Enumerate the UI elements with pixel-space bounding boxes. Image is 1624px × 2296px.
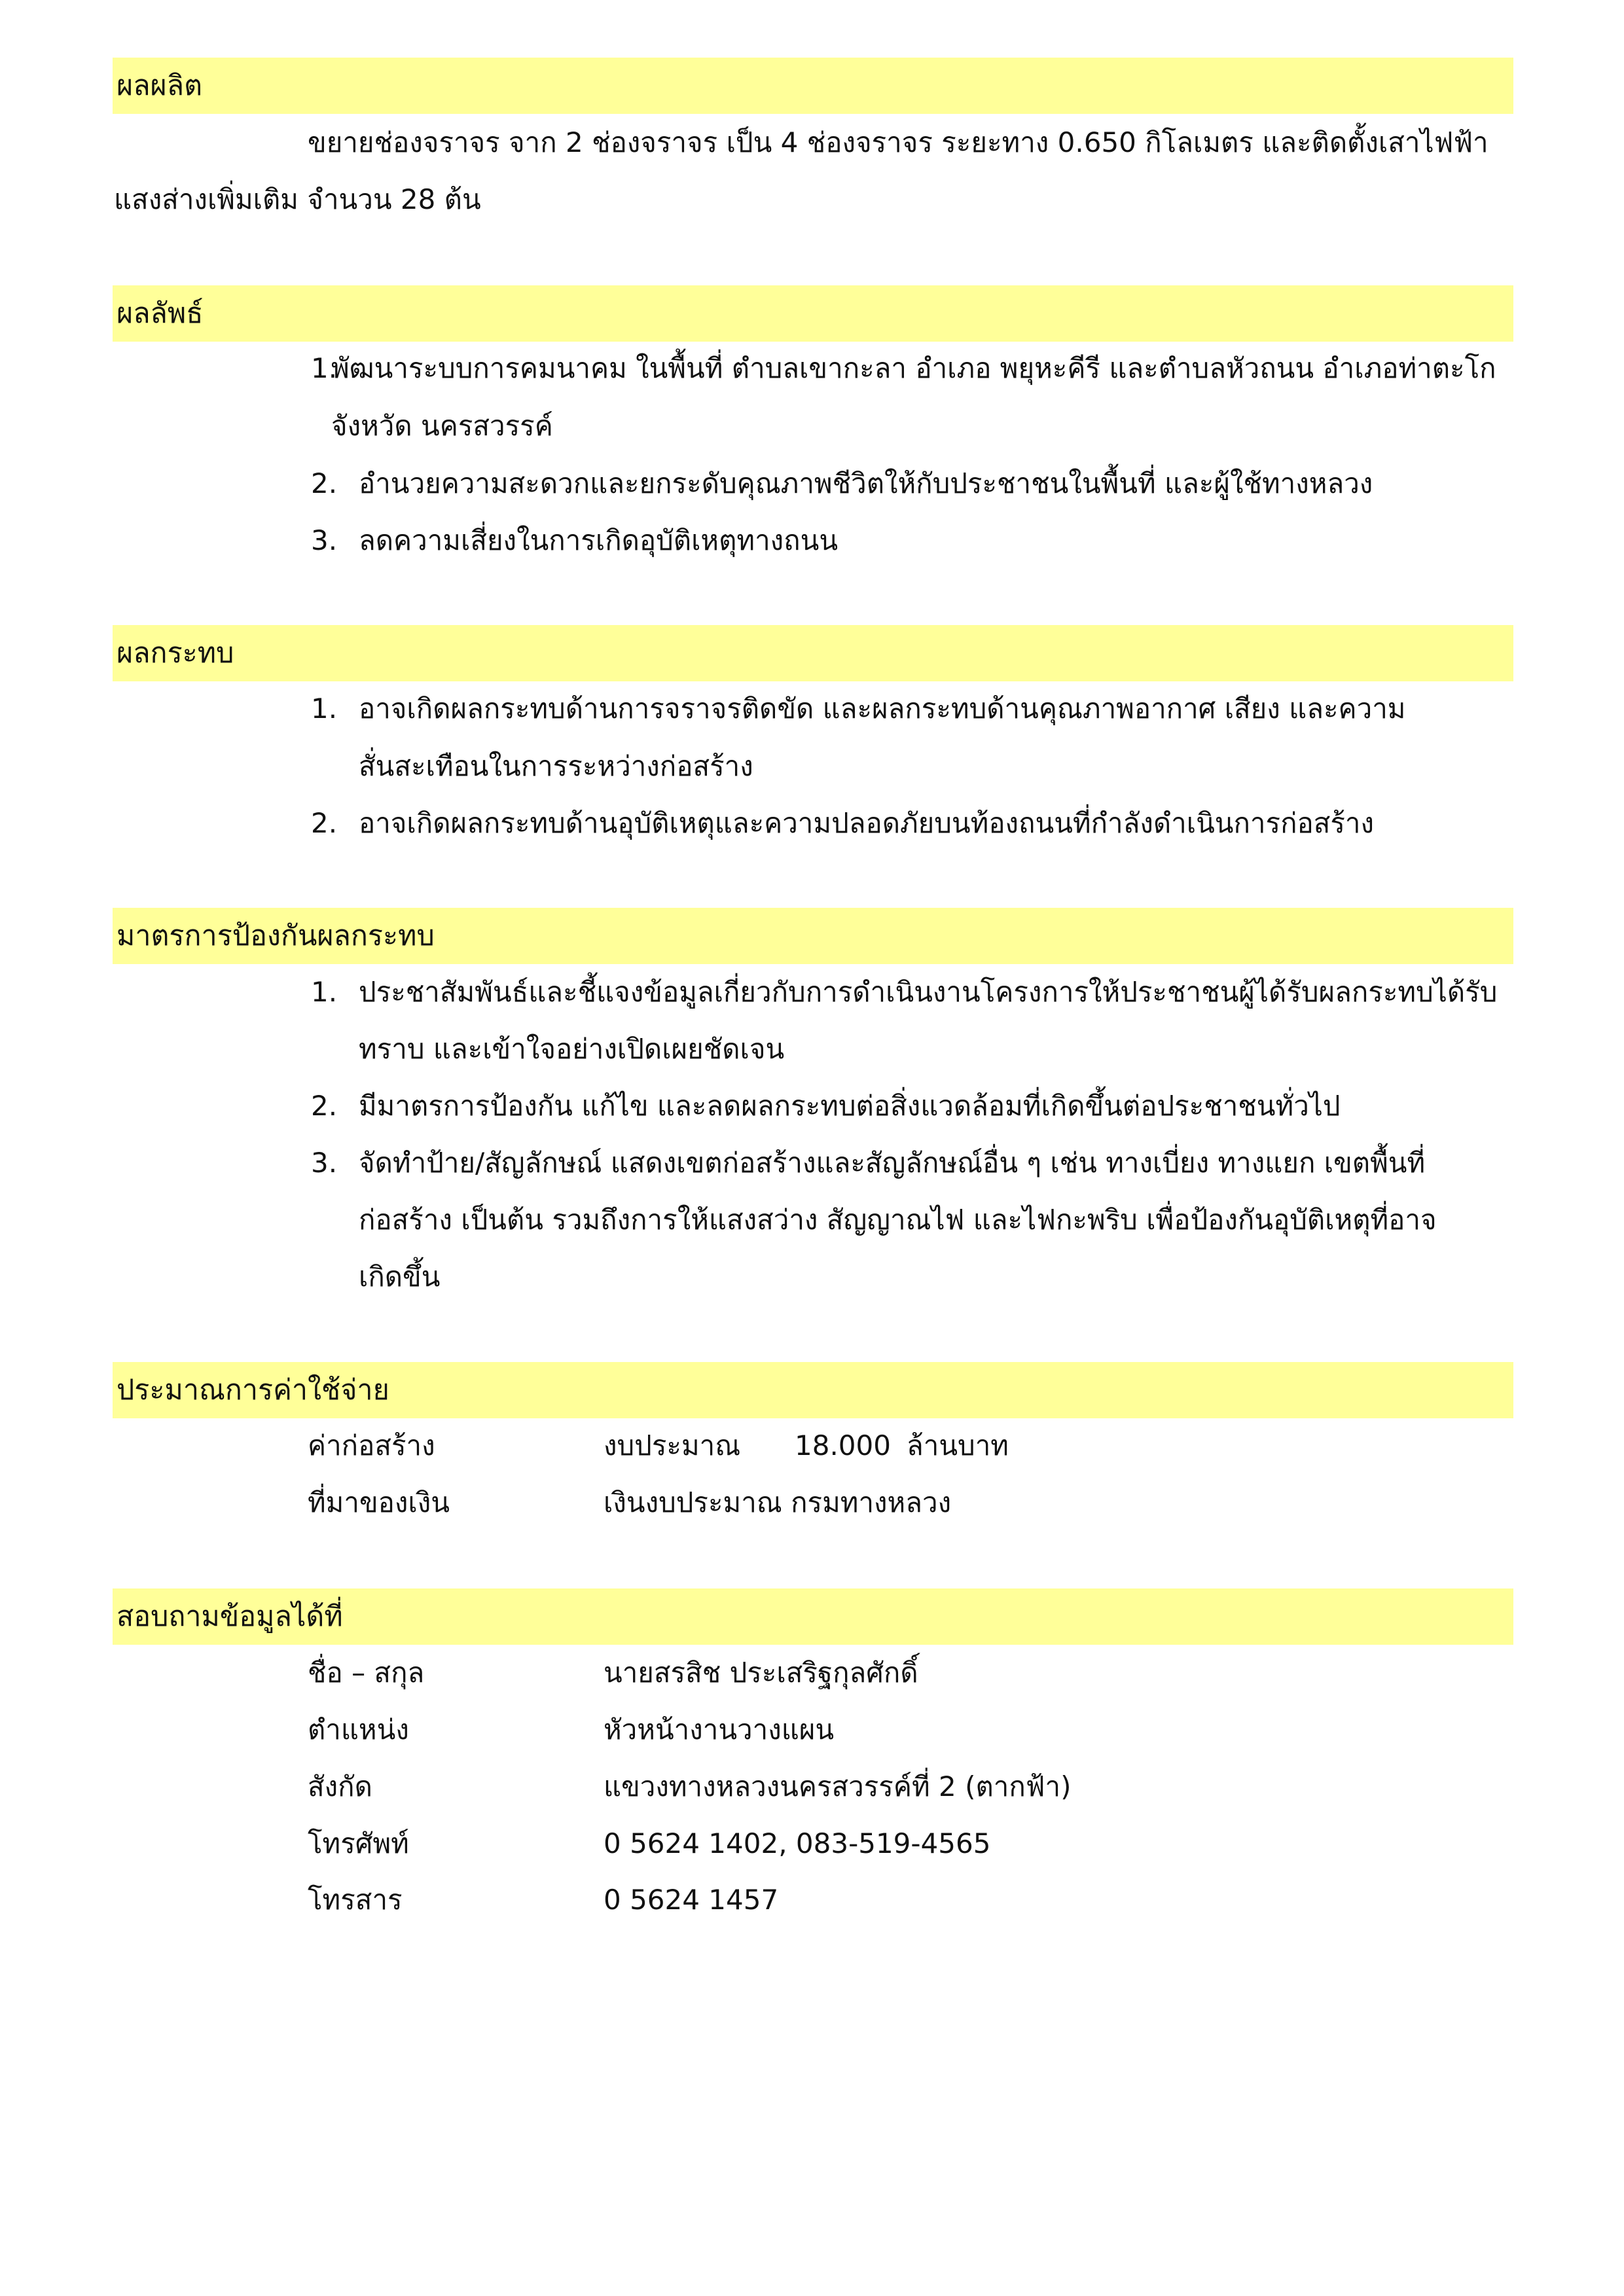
mitigation-item-1-line-1: ประชาสัมพันธ์และชี้แจงข้อมูลเกี่ยวกับการดำเนินงานโครงการให้ประชาชนผู้ได้รับผลกระทบได้รับ xyxy=(359,976,1498,1008)
budget-source-value: เงินงบประมาณ กรมทางหลวง xyxy=(604,1486,952,1518)
mitigation-item-3-number: 3. xyxy=(311,1147,338,1179)
contact-name-value: นายสรสิช ประเสริฐกุลศักดิ์ xyxy=(604,1657,918,1689)
section-heading-budget: ประมาณการค่าใช้จ่าย xyxy=(113,1362,1513,1418)
budget-source-label: ที่มาของเงิน xyxy=(308,1486,450,1518)
section-heading-outcome: ผลลัพธ์ xyxy=(113,285,1513,342)
outcome-item-1-line-2: จังหวัด นครสวรรค์ xyxy=(331,410,553,442)
mitigation-item-3-line-3: เกิดขึ้น xyxy=(359,1261,441,1293)
budget-construction-amount: 18.000 xyxy=(795,1429,891,1462)
budget-construction-value: งบประมาณ xyxy=(604,1429,741,1462)
impact-item-2-number: 2. xyxy=(311,807,338,839)
mitigation-item-2-number: 2. xyxy=(311,1090,338,1122)
contact-position-label: ตำแหน่ง xyxy=(308,1713,409,1746)
impact-item-1-number: 1. xyxy=(311,692,338,725)
output-text-line-1: ขยายช่องจราจร จาก 2 ช่องจราจร เป็น 4 ช่องจราจร ระยะทาง 0.650 กิโลเมตร และติดตั้งเสาไฟฟ้า xyxy=(308,126,1489,158)
output-text-line-2: แสงส่างเพิ่มเติม จำนวน 28 ต้น xyxy=(114,183,481,215)
impact-item-1-line-1: อาจเกิดผลกระทบด้านการจราจรติดขัด และผลกระทบด้านคุณภาพอากาศ เสียง และความ xyxy=(359,692,1406,725)
outcome-item-2-number: 2. xyxy=(311,467,338,499)
outcome-item-2-line-1: อำนวยความสะดวกและยกระดับคุณภาพชีวิตให้กับประชาชนในพื้นที่ และผู้ใช้ทางหลวง xyxy=(359,467,1373,499)
section-heading-contact: สอบถามข้อมูลได้ที่ xyxy=(113,1588,1513,1645)
contact-position-value: หัวหน้างานวางแผน xyxy=(604,1713,835,1746)
mitigation-item-1-line-2: ทราบ และเข้าใจอย่างเปิดเผยชัดเจน xyxy=(359,1033,785,1065)
budget-construction-unit: ล้านบาท xyxy=(907,1429,1009,1462)
outcome-item-1-number: 1. xyxy=(311,352,338,384)
mitigation-item-2-line-1: มีมาตรการป้องกัน แก้ไข และลดผลกระทบต่อสิ่งแวดล้อมที่เกิดขึ้นต่อประชาชนทั่วไป xyxy=(359,1090,1341,1122)
contact-fax-label: โทรสาร xyxy=(308,1884,403,1916)
contact-name-label: ชื่อ – สกุล xyxy=(308,1657,425,1689)
impact-item-1-line-2: สั่นสะเทือนในการระหว่างก่อสร้าง xyxy=(359,750,753,782)
section-heading-output: ผลผลิต xyxy=(113,58,1513,114)
contact-affiliation-label: สังกัด xyxy=(308,1770,372,1803)
mitigation-item-1-number: 1. xyxy=(311,976,338,1008)
contact-phone-value: 0 5624 1402, 083-519-4565 xyxy=(604,1827,991,1859)
outcome-item-3-number: 3. xyxy=(311,524,338,556)
outcome-item-1-line-1: พัฒนาระบบการคมนาคม ในพื้นที่ ตำบลเขากะลา อำเภอ พยุหะคีรี และตำบลหัวถนน อำเภอท่าตะโก xyxy=(331,352,1496,384)
budget-construction-label: ค่าก่อสร้าง xyxy=(308,1429,435,1462)
outcome-item-3-line-1: ลดความเสี่ยงในการเกิดอุบัติเหตุทางถนน xyxy=(359,524,839,556)
contact-phone-label: โทรศัพท์ xyxy=(308,1827,409,1859)
mitigation-item-3-line-1: จัดทำป้าย/สัญลักษณ์ แสดงเขตก่อสร้างและสัญลักษณ์อื่น ๆ เช่น ทางเบี่ยง ทางแยก เขตพื้นที่ xyxy=(359,1147,1426,1179)
section-heading-mitigation: มาตรการป้องกันผลกระทบ xyxy=(113,908,1513,964)
contact-fax-value: 0 5624 1457 xyxy=(604,1884,779,1916)
contact-affiliation-value: แขวงทางหลวงนครสวรรค์ที่ 2 (ตากฟ้า) xyxy=(604,1770,1072,1803)
mitigation-item-3-line-2: ก่อสร้าง เป็นต้น รวมถึงการให้แสงสว่าง สัญญาณไฟ และไฟกะพริบ เพื่อป้องกันอุบัติเหตุที่อาจ xyxy=(359,1204,1437,1236)
section-heading-impact: ผลกระทบ xyxy=(113,625,1513,681)
impact-item-2-line-1: อาจเกิดผลกระทบด้านอุบัติเหตุและความปลอดภัยบนท้องถนนที่กำลังดำเนินการก่อสร้าง xyxy=(359,807,1375,839)
